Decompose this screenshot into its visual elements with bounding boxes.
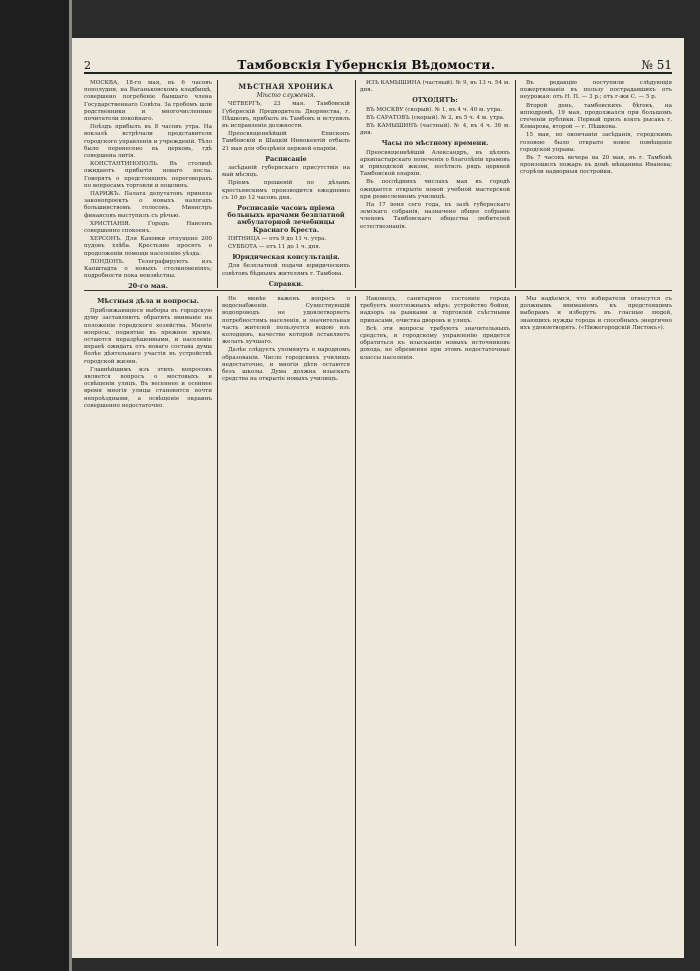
article-column-3 [360, 296, 510, 946]
paragraph: Въ 7 часовъ вечера на 20 мая, въ г. Тамбовѣ произошелъ пожаръ въ домѣ мѣщанина Иванова; сгорѣли надворныя постройки. [520, 155, 672, 176]
article-column-4 [520, 296, 672, 946]
paragraph: Второй день, тамбовскихъ бѣговъ, на ипподромѣ, 19 мая, продолжался при большомъ стеченіи публики. Первый призъ взялъ рысакъ г. Комарова, второй — г. Пѣшкова. [520, 102, 672, 131]
scan-dark-margin [0, 0, 72, 971]
paragraph: Далѣе слѣдуетъ упомянуть о народномъ образованіи. Число городскихъ училищъ недостаточно, и многія дѣти остаются безъ школы. Дума должна изыскать средства на открытіе новыхъ училищъ. [222, 347, 350, 383]
section-heading: Юридическая консультація. [232, 253, 340, 262]
paragraph: КОНСТАНТИНОПОЛЬ. Въ столицѣ ожидаютъ прибытія новаго посла. Говорятъ о предстоящихъ переговорахъ по вопросамъ торговли и пошлинъ. [84, 161, 212, 189]
section-heading: Справки. [268, 279, 304, 288]
paragraph: Въ редакцію поступили слѣдующія пожертвованія въ пользу пострадавшихъ отъ неурожая: отъ Н. П. — 3 р.; отъ г-жи С. — 5 р. [520, 80, 672, 101]
paragraph: На 17 іюня сего года, въ залѣ губернскаго земскаго собранія, назначено общее собраніе членовъ Тамбовскаго общества любителей естествознанія. [360, 202, 510, 230]
article-column-1 [84, 296, 212, 946]
paragraph: засѣданій губернскаго присутствія на май мѣсяцъ. [222, 165, 350, 179]
column-telegrams [84, 80, 212, 290]
paragraph: ПЯТНИЦА — отъ 9 до 11 ч. утра. [228, 235, 327, 242]
article-column-2 [222, 296, 350, 946]
column-rule [355, 80, 356, 288]
section-heading: Росписаніе часовъ пріема больныхъ врачами безплатной амбулаторной лечебницы Краснаго Креста. [227, 204, 345, 234]
column-local-chronicle [222, 80, 350, 290]
newspaper-page [72, 38, 684, 958]
paragraph: Для безплатной подачи юридическихъ совѣтовъ бѣднымъ жителямъ г. Тамбова. [222, 263, 350, 277]
column-rule [515, 296, 516, 946]
section-heading: Расписаніе [265, 154, 307, 163]
paragraph: Въ послѣднихъ числахъ мая въ городѣ ожидается открытіе новой учебной мастерской при ремесленномъ училищѣ. [360, 179, 510, 200]
paragraph: Всѣ эти вопросы требуютъ значительныхъ средствъ, и городскому управленію придется обратиться къ изысканію новыхъ источниковъ дохода, не обременяя при этомъ недостаточные классы населенія. [360, 325, 510, 361]
paragraph: Главнѣйшимъ изъ этихъ вопросовъ является вопросъ о мостовыхъ и освѣщеніи улицъ. Въ весеннее и осеннее время многія улицы становятся почти непроѣздными, а освѣщеніе окраинъ совершенно недостаточно. [84, 366, 212, 409]
page-header [84, 52, 672, 74]
paragraph: Мы надѣемся, что избиратели отнесутся съ должнымъ вниманіемъ къ предстоящимъ выборамъ и изберутъ въ гласные людей, знающихъ нужды города и способныхъ энергично ихъ удовлетворять. («Нижегородскій Листокъ»). [520, 296, 672, 331]
paragraph: Приближающіеся выборы въ городскую думу заставляютъ обратить вниманіе на положеніе городского хозяйства. Многіе вопросы, поднятые въ прежнее время, остаются неразрѣшенными, и населеніе вправѣ ожидать отъ новаго состава думы болѣе дѣятельнаго участія въ устройствѣ городской жизни. [84, 308, 212, 365]
paragraph: МОСКВА, 18-го мая, въ 6 часовъ пополудни, на Ваганьковскомъ кладбищѣ, совершено погребеніе бывшаго члена Государственнаго Совѣта. За гробомъ шли родственники и многочисленные почитатели покойнаго. [84, 80, 212, 123]
column-rule [217, 296, 218, 946]
paragraph: Преосвященнѣйшій Епископъ Тамбовскій и Шацкій Иннокентій отбылъ 21 мая для обозрѣнія церквей епархіи. [222, 131, 350, 152]
column-local-news [520, 80, 672, 290]
paragraph: Пріемъ прошеній по дѣламъ крестьянскимъ производится ежедневно съ 10 до 12 часовъ дня. [222, 180, 350, 201]
article-heading: Мѣстныя дѣла и вопросы. [97, 297, 199, 305]
paragraph: ВЪ КАМЫШИНЪ (частный). № 4, въ 4 ч. 36 м. дня. [360, 123, 510, 137]
page-number: 2 [84, 59, 91, 72]
paragraph: Не менѣе важенъ вопросъ о водоснабженіи. Существующій водопроводъ не удовлетворяетъ потребностямъ населенія, и значительная часть жителей пользуется водою изъ колодцевъ, качество которой оставляетъ желать лучшаго. [222, 296, 350, 346]
paragraph: Поѣздъ прибылъ въ 8 часовъ утра. На вокзалѣ встрѣчали представители городского управленія и учрежденій. Тѣло было перенесено въ церковь, гдѣ совершена литія. [84, 124, 212, 160]
paragraph: Преосвященнѣйшій Александръ, въ цѣляхъ архипастырскаго попеченія о благолѣпіи храмовъ и приходской жизни, посѣтилъ рядъ церквей Тамбовской епархіи. [360, 149, 510, 178]
paragraph: ПАРИЖЪ. Палата депутатовъ приняла законопроектъ о новыхъ налогахъ большинствомъ голосовъ. Министръ финансовъ выступилъ съ рѣчью. [84, 191, 212, 219]
column-rule [515, 80, 516, 288]
dateline: 20-го мая. [128, 282, 168, 290]
paragraph: ХРИСТІАНІЯ. Городъ Нансенъ совершенно спокоенъ. [84, 220, 212, 235]
section-subheading: Мѣсто служенія. [256, 92, 316, 100]
paragraph: СУББОТА — отъ 11 до 1 ч. дня. [228, 244, 321, 251]
paragraph: ХЕРСОНЪ. Для Каховки отпущено 200 пудовъ хлѣба. Крестьяне просятъ о продолженіи помощи населенію уѣзда. [84, 236, 212, 257]
paragraph: ВЪ МОСКВУ (скорый). № 1, въ 4 ч. 40 м. утра. [366, 106, 503, 113]
paragraph: Наконецъ, санитарное состояніе города требуетъ неотложныхъ мѣръ: устройство бойни, надзоръ за рынками и торговлей съѣстными припасами, очистка дворовъ и улицъ. [360, 296, 510, 324]
section-heading: ОТХОДЯТЪ: [412, 96, 458, 105]
paragraph: ВЪ САРАТОВЪ (скорый). № 2, въ 5 ч. 4 м. утра. [366, 114, 505, 121]
column-rule [217, 80, 218, 288]
issue-number: № 51 [641, 58, 672, 72]
paragraph: 15 мая, по окончаніи засѣданія, городскимъ головою было открыто новое помѣщеніе городской управы. [520, 132, 672, 153]
paragraph: ЧЕТВЕРГЪ, 23 мая. Тамбовскій Губернскій Предводитель Дворянства, г. Пѣшковъ, прибылъ въ Тамбовъ и вступилъ въ исправленіе должности. [222, 101, 350, 130]
paragraph: ИЗЪ КАМЫШИНА (частный). № 9, въ 13 ч. 54 м. дня. [360, 80, 510, 94]
column-trains-news [360, 80, 510, 290]
section-heading: Часы по мѣстному времени. [381, 139, 489, 148]
section-divider [84, 290, 672, 291]
section-heading: МѢСТНАЯ ХРОНИКА [238, 82, 334, 91]
column-rule [355, 296, 356, 946]
paragraph: ЛОНДОНЪ. Телеграфируютъ изъ Капштадта о новыхъ столкновеніяхъ; подробности пока неизвѣстны. [84, 258, 212, 280]
newspaper-title: Тамбовскія Губернскія Вѣдомости. [237, 58, 496, 72]
